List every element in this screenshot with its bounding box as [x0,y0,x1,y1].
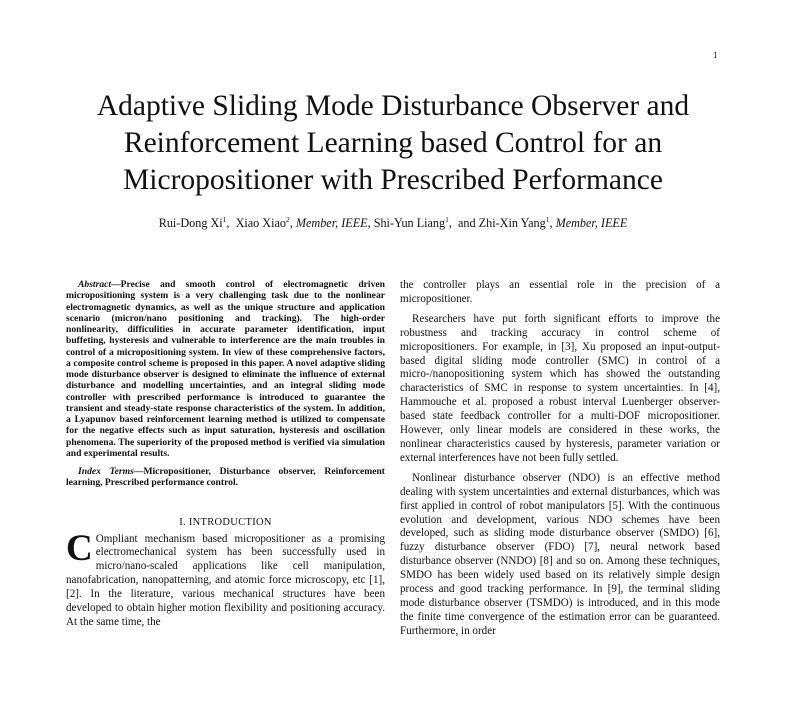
abstract-label: Abstract [78,279,112,290]
body-paragraph: the controller plays an essential role in the precision of a micropositioner. [400,279,720,305]
author-membership: Member, IEEE [555,216,628,231]
paper-title: Adaptive Sliding Mode Disturbance Observer and Reinforcement Learning based Control for an Micropositioner with Prescribed Performance [96,90,690,196]
intro-text: Ompliant mechanism based micropositioner as a promising electromechanical system has been successfully used in micro/nano-scaled applications like cell manipulation, nanofabrication, nanopatterning, and atomic force microscopy, etc [1], [2]. In the literature, various mechanical structures have been developed to obtain higher motion flexibility and positioning accuracy. At the same time, the [66,532,385,628]
author-name: Shi-Yun Liang [373,216,446,231]
index-terms-label: Index Terms [78,466,134,477]
author-membership: Member, IEEE, [295,216,371,231]
author-name: Xiao Xiao [235,216,286,231]
index-terms-text: —Micropositioner, Disturbance observer, Reinforcement learning, Prescribed performance control. [66,466,385,489]
left-column [66,279,385,630]
body-paragraph: Nonlinear disturbance observer (NDO) is an effective method dealing with system uncertainties and external disturbances, which was first applied in control of robot manipulators [5]. With the continuous evolution and development, various NDO schemes have been developed, such as sliding mode disturbance observer (SMDO) [6], fuzzy disturbance observer (FDO) [7], neural network based disturbance observer (NNDO) [8] and so on. Among these techniques, SMDO has been widely used based on its relatively simple design process and good tracking performance. In [9], the terminal sliding mode disturbance observer (TSMDO) is introduced, and in this mode the finite time convergence of the estimation error can be guaranteed. Furthermore, in order [400,471,720,637]
abstract-text: —Precise and smooth control of electromagnetic driven micropositioning system is a very challenging task due to the nonlinear electromagnetic dynamics, as well as the unique structure and application scenario (micron/nano positioning and tracking). The high-order nonlinearity, difficulities in accurate parameter identification, input buffeting, hysteresis and vulnerable to interference are the main troubles in control of a micropositioning system. In view of these comprehensive factors, a composite control scheme is proposed in this paper. A novel adaptive sliding mode disturbance observer is designed to eliminate the influence of external disturbance and modelling uncertainties, and an integral sliding mode controller with prescribed performance is introduced to guarantee the transient and steady-state response characteristics of the system. In addition, a Lyapunov based reinforcement learning method is utilized to compensate for the negative effects such as input saturation, hysteresis and oscillation phenomena. The superiority of the proposed method is verified via simulation and experimental results. [66,279,385,459]
author-affiliation: 1 [445,215,449,224]
author-affiliation: 1 [222,215,227,224]
author-line: Rui-Dong Xi$^1$, Xiao Xiao$^2$, Member, IEEE, Shi-Yun Liang$^1$, and Zhi-Xin Yang$^1$, Member, IEEE [158,215,628,231]
author-affiliation: 1 [545,215,550,224]
index-terms [66,466,385,489]
page-number: 1 [713,50,718,60]
abstract [66,279,385,459]
right-column [400,279,720,645]
section-heading: I. INTRODUCTION [179,516,272,528]
author-name: Zhi-Xin Yang [478,216,546,231]
author-name: Rui-Dong Xi [158,216,223,231]
intro-paragraph [66,527,385,630]
body-paragraph: Researchers have put forth significant efforts to improve the robustness and tracking accuracy in control scheme of micropositioners. For example, in [3], Xu proposed an input-output-based digital sliding mode controller (SMC) in control of a micro-/nanopositioning system which has showed the outstanding characteristics of SMC in response to system uncertainties. In [4], Hammouche et al. proposed a robust interval Luenberger observer-based state feedback controller for a multi-DOF micropositioner. However, only linear models are considered in these works, the nonlinear characteristics caused by hysteresis, parameter variation or external interferences have not been fully settled. [400,312,720,464]
author-affiliation: 2 [286,215,290,224]
dropcap: C [66,527,93,569]
